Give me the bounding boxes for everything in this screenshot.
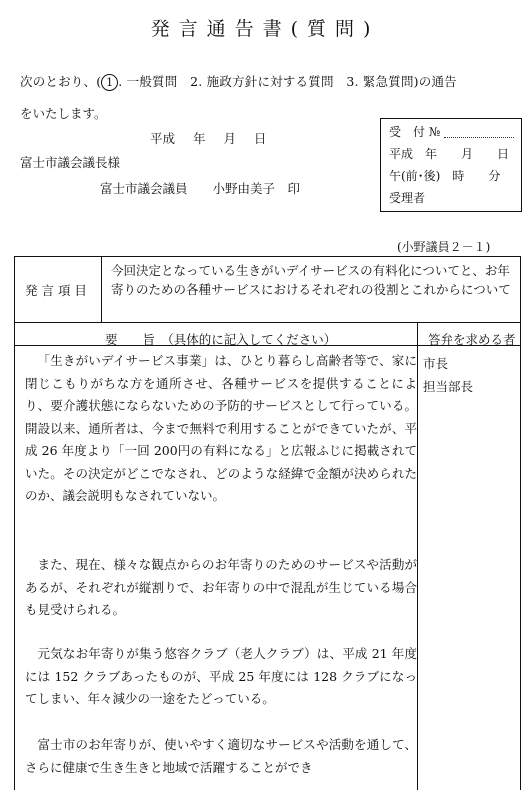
subject-divider bbox=[101, 257, 102, 322]
subject-text: 今回決定となっている生きがいデイサービスの有料化についてと、お年寄りのための各種サービスにおけるそれぞれの役割とこれからについて bbox=[111, 263, 511, 297]
responder-department-head: 担当部長 bbox=[423, 379, 474, 394]
receipt-receiver-row: 受理者 bbox=[389, 191, 426, 205]
member-id: (小野議員２－１) bbox=[397, 240, 491, 254]
option-general-question: . 一般質問 bbox=[118, 74, 178, 89]
intro-prefix: 次のとおり、( bbox=[20, 74, 102, 89]
answer-column-divider bbox=[417, 322, 418, 790]
receipt-time-row: 午(前･後) 時 分 bbox=[389, 169, 501, 183]
option-urgent-question: 3. 緊急質問 bbox=[346, 74, 414, 89]
gist-paragraph-4: 富士市のお年寄りが、使いやすく適切なサービスや活動を通して、さらに健康で生き生きと地域で活躍することができ bbox=[25, 737, 417, 775]
notice-date: 平成 年 月 日 bbox=[150, 131, 267, 146]
subject-label: 発 言 項 目 bbox=[25, 283, 87, 298]
answer-header: 答弁を求める者 bbox=[428, 332, 516, 347]
intro-suffix: )の通告 bbox=[413, 74, 457, 89]
gist-paragraph-1: 「生きがいデイサービス事業」は、ひとり暮らし高齢者等で、家に閉じこもりがちな方を通所させ、各種サービスを提供することにより、要介護状態にならないための予防的サービスとして行っている。開設以来、通所者は、今まで無料で利用することができていたが、平成 26 年度より「一回 200円の有料になる」と広報ふじに掲載されていた。その決定がどこでなされ、どのような経緯で金額が決められたのか、議会説明もなされていない。 bbox=[25, 353, 417, 503]
selected-option-circle: 1 bbox=[101, 74, 118, 91]
sender-signature: 富士市議会議員 小野由美子 印 bbox=[100, 181, 301, 196]
question-table bbox=[14, 256, 521, 790]
subject-bottom-rule bbox=[15, 322, 520, 323]
gist-paragraph-3: 元気なお年寄りが集う悠容クラブ（老人クラブ）は、平成 21 年度には 152 クラブあったものが、平成 25 年度には 128 クラブになってしまい、年々減少の一途をたどっている。 bbox=[25, 646, 417, 706]
option-policy-question: 2. 施政方針に対する質問 bbox=[190, 74, 334, 89]
responders-list bbox=[423, 352, 473, 398]
intro-line-2: をいたします。 bbox=[20, 106, 107, 121]
receipt-box bbox=[380, 118, 522, 212]
gist-paragraph-2: また、現在、様々な観点からのお年寄りのためのサービスや活動があるが、それぞれが縦割りで、お年寄りの中で混乱が生じている場合も見受けられる。 bbox=[25, 557, 417, 617]
responder-mayor: 市長 bbox=[423, 356, 449, 371]
addressee: 富士市議会議長様 bbox=[20, 155, 121, 170]
receipt-date-row: 平成 年 月 日 bbox=[389, 147, 510, 161]
receipt-number-line bbox=[444, 127, 514, 138]
intro-line-1 bbox=[20, 66, 515, 98]
document-title: 発言通告書(質問) bbox=[150, 18, 380, 40]
gist-header: 要 旨 （具体的に記入してください） bbox=[105, 332, 337, 347]
receipt-number-row: 受 付 № bbox=[389, 123, 514, 140]
